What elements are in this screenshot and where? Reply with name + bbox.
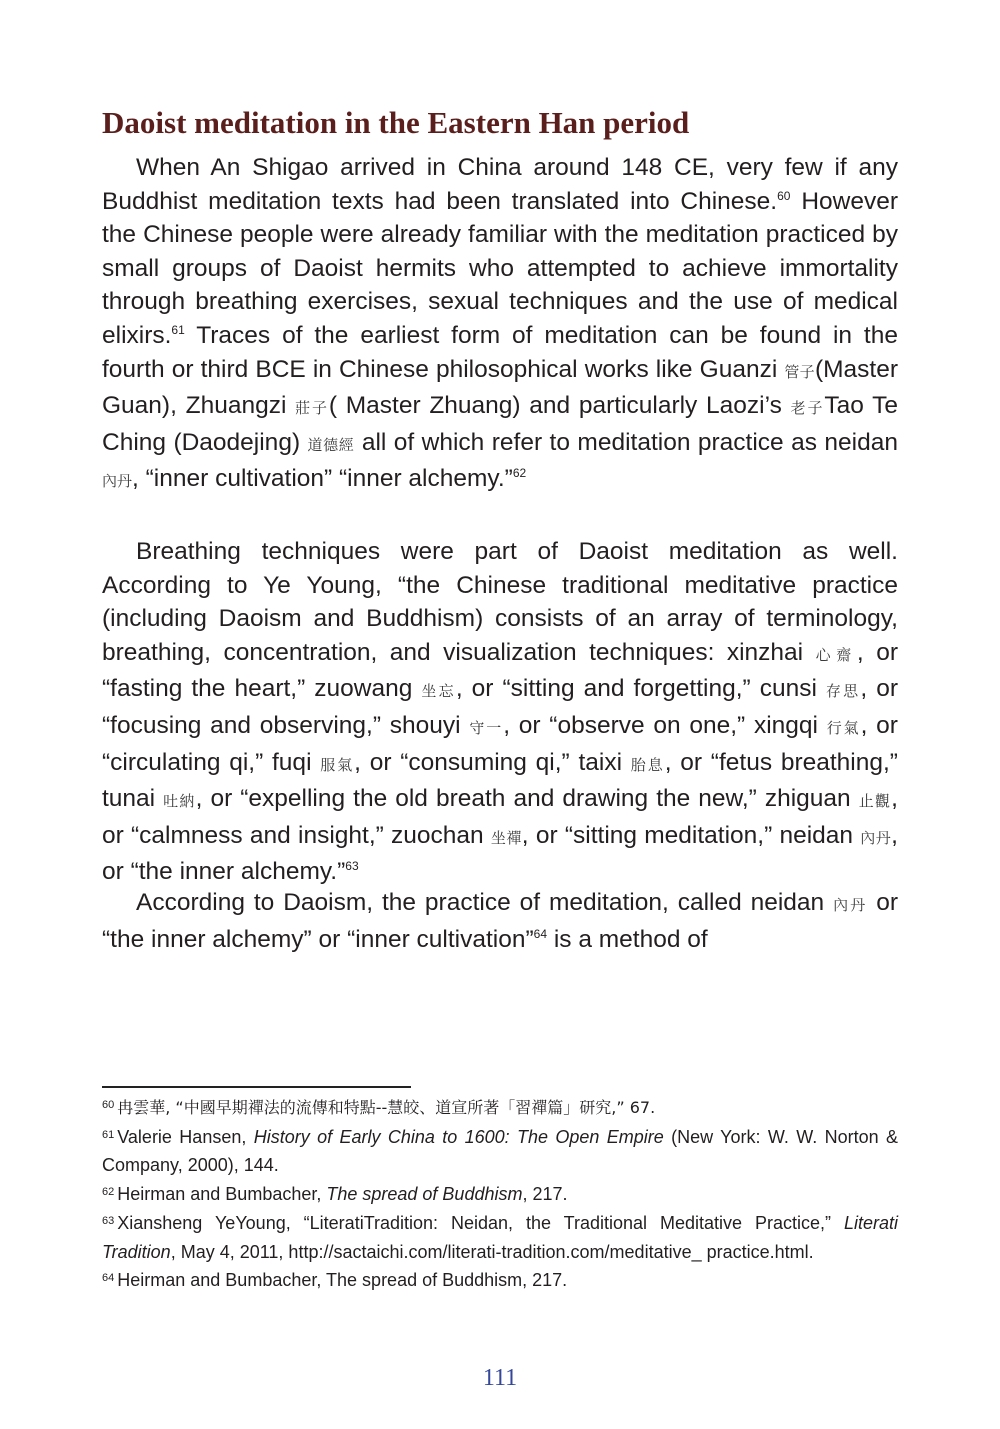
- footnote-text: , 217.: [522, 1184, 568, 1205]
- page-number: 111: [482, 1365, 518, 1391]
- footnote-63: [102, 1209, 898, 1266]
- paragraph-text: , or “expelling the old breath and drawing the new,” zhiguan: [195, 785, 859, 813]
- chinese-term: 存思: [825, 682, 861, 701]
- chinese-term: 心齋: [815, 645, 857, 664]
- footnote-text: (New York: W. W. Norton & Company, 2000), 144.: [102, 1126, 899, 1176]
- paragraph-text: , or “sitting and forgetting,” cunsi: [455, 675, 826, 703]
- paragraph-2: [102, 535, 898, 889]
- chinese-term: 守一: [469, 718, 504, 737]
- chinese-term: 內丹: [833, 896, 868, 914]
- chinese-term: 行氣: [826, 718, 861, 737]
- footnote-ref-64[interactable]: 64: [533, 926, 548, 941]
- chinese-term: 止觀: [858, 792, 892, 811]
- footnote-ref-61[interactable]: 61: [171, 322, 185, 337]
- footnote-62: [102, 1180, 898, 1209]
- paragraph-text: or “the inner alchemy” or “inner cultivation”: [102, 889, 898, 953]
- chinese-term: 服氣: [320, 755, 355, 774]
- paragraph-text: , or “circulating qi,” fuqi: [102, 711, 898, 776]
- paragraph-3: [102, 886, 898, 956]
- chinese-term: 內丹: [860, 828, 892, 847]
- paragraph-text: , or “sitting meditation,” neidan: [521, 821, 861, 849]
- paragraph-text: However the Chinese people were already familiar with the meditation practiced by small groups of Daoist hermits who attempted to achieve immortality through breathing exercises, sexual techniques and the use of medical elixirs.: [102, 187, 898, 349]
- footnotes: [102, 1093, 898, 1295]
- paragraph-text: ( Master Zhuang) and particularly Laozi’s: [328, 392, 791, 420]
- paragraph-text: all of which refer to meditation practice as neidan: [354, 428, 898, 456]
- paragraph-1: [102, 151, 898, 499]
- footnote-61: [102, 1123, 898, 1180]
- footnote-64: [102, 1266, 898, 1295]
- footnote-ref-62[interactable]: 62: [512, 466, 527, 481]
- paragraph-text: Breathing techniques were part of Daoist meditation as well. According to Ye Young, “the Chinese traditional meditative practice (including Daoism and Buddhism) consists of an array of terminology, breathing, concentration, and visualization techniques: xinzhai: [102, 538, 898, 666]
- paragraph-text: , or “observe on one,” xingqi: [503, 711, 827, 739]
- paragraph-text: , or “consuming qi,” taixi: [354, 748, 631, 776]
- chinese-term: 內丹: [102, 472, 133, 491]
- chinese-term: 胎息: [630, 755, 665, 774]
- chinese-term: 道德經: [307, 435, 355, 454]
- footnote-number: 61: [102, 1128, 115, 1141]
- paragraph-text: When An Shigao arrived in China around 148 CE, very few if any Buddhist meditation texts had been translated into Chinese.: [102, 154, 898, 215]
- paragraph-text: , or “fasting the heart,” zuowang: [102, 638, 898, 703]
- paragraph-text: , or “the inner alchemy.”: [102, 821, 898, 886]
- section-heading: Daoist meditation in the Eastern Han period: [102, 105, 690, 140]
- paragraph-text: , or “focusing and observing,” shouyi: [102, 675, 898, 739]
- footnote-title: Literati Tradition: [102, 1212, 898, 1262]
- footnote-number: 63: [102, 1214, 115, 1227]
- paragraph-text: Tao Te Ching (Daodejing): [102, 392, 898, 456]
- chinese-term: 吐納: [163, 792, 196, 811]
- footnote-divider: [102, 1086, 411, 1088]
- footnote-ref-63[interactable]: 63: [345, 859, 359, 874]
- chinese-term: 管子: [784, 362, 815, 381]
- paragraph-text: Traces of the earliest form of meditation can be found in the fourth or third BCE in Chinese philosophical works like Guanzi: [102, 321, 898, 383]
- footnote-number: 62: [102, 1186, 115, 1199]
- chinese-term: 坐禪: [490, 828, 522, 847]
- paragraph-text: , or “calmness and insight,” zuochan: [102, 785, 898, 849]
- chinese-term: 莊子: [295, 399, 329, 418]
- footnote-title: History of Early China to 1600: The Open Empire: [253, 1126, 664, 1147]
- footnote-ref-60[interactable]: 60: [777, 188, 791, 203]
- paragraph-text: , or “fetus breathing,” tunai: [102, 748, 898, 813]
- paragraph-text: is a method of: [547, 925, 708, 953]
- footnote-text: 冉雲華, “中國早期禪法的流傳和特點--慧皎、道宣所著「習禪篇」研究,” 67.: [117, 1098, 656, 1117]
- chinese-term: 坐忘: [421, 682, 456, 701]
- footnote-text: , May 4, 2011, http://sactaichi.com/literati-tradition.com/meditative_ practice.html.: [170, 1241, 814, 1262]
- paragraph-text: , “inner cultivation” “inner alchemy.”: [132, 465, 513, 493]
- footnote-text: Heirman and Bumbacher, The spread of Buddhism, 217.: [117, 1270, 568, 1291]
- footnote-title: The spread of Buddhism: [326, 1184, 523, 1205]
- paragraph-text: According to Daoism, the practice of meditation, called neidan: [136, 889, 834, 916]
- footnote-text: Xiansheng YeYoung, “LiteratiTradition: Neidan, the Traditional Meditative Practice,”: [117, 1212, 844, 1233]
- footnote-text: Heirman and Bumbacher,: [117, 1184, 327, 1205]
- footnote-number: 60: [102, 1099, 115, 1111]
- chinese-term: 老子: [790, 399, 825, 418]
- footnote-text: Valerie Hansen,: [117, 1126, 254, 1147]
- paragraph-text: (Master Guan), Zhuangzi: [102, 355, 898, 420]
- footnote-60: [102, 1093, 898, 1123]
- footnote-number: 64: [102, 1272, 115, 1285]
